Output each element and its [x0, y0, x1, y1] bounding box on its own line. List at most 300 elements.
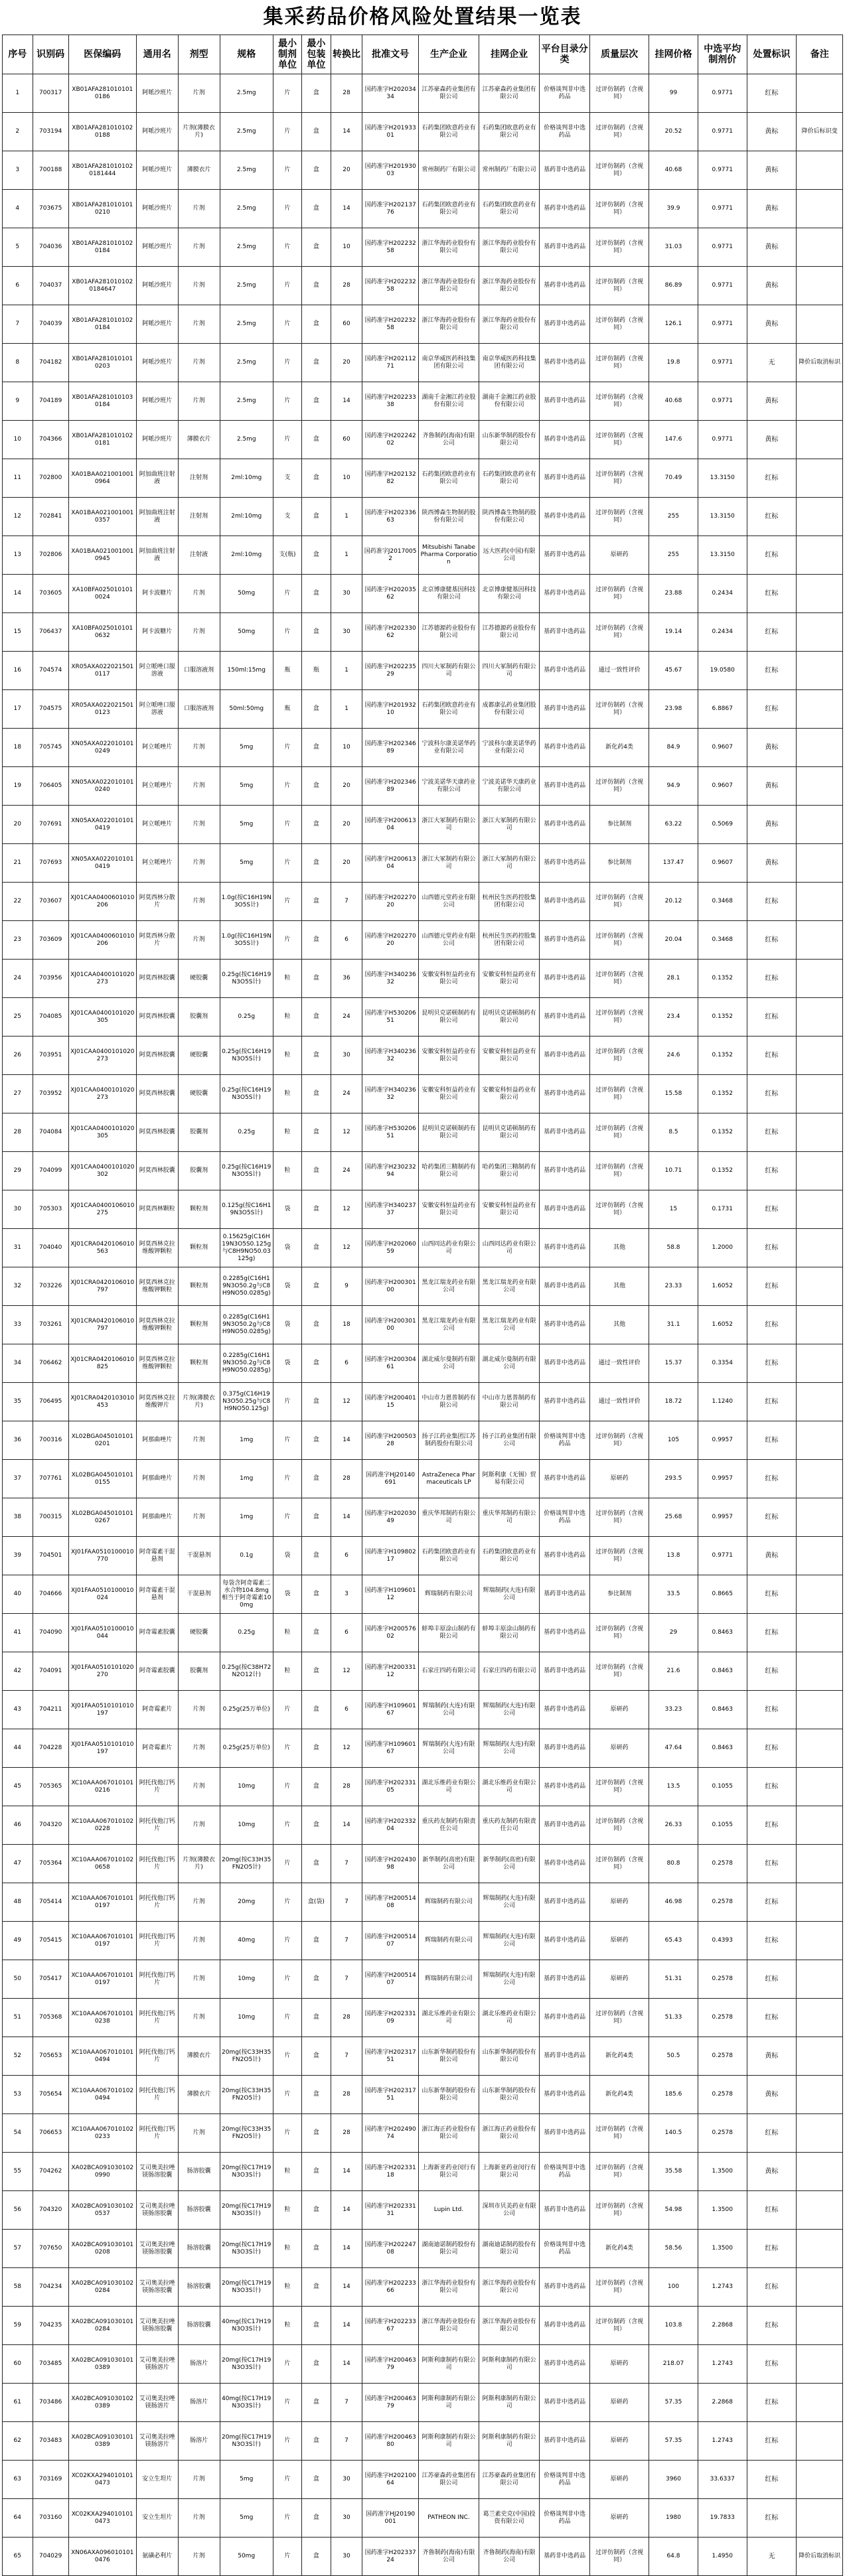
table-cell: 阿奇霉素片 — [136, 1691, 178, 1729]
table-row — [3, 1845, 843, 1883]
table-cell: 过评仿制药（含视同） — [590, 382, 649, 421]
table-cell: 35 — [3, 1383, 33, 1421]
table-cell: 60 — [331, 421, 362, 459]
table-cell: 北京博康健基因科技有限公司 — [479, 575, 540, 613]
table-cell: 13.3150 — [698, 498, 747, 536]
table-cell: 阿立哌唑片 — [136, 767, 178, 806]
column-header: 最小制剂单位 — [273, 35, 301, 74]
table-cell: 基药非中选药品 — [540, 883, 590, 921]
table-cell: 片剂 — [178, 729, 220, 767]
table-cell: 国药准字H20223366 — [362, 2268, 419, 2307]
table-cell — [797, 1460, 843, 1498]
table-cell: 2 — [3, 113, 33, 151]
table-cell: 片 — [273, 2499, 301, 2538]
table-cell: 1.6052 — [698, 1306, 747, 1344]
table-cell: 46.98 — [649, 1883, 698, 1922]
status-badge: 红标 — [747, 1113, 797, 1152]
table-cell: XJ01CRA0420106010797 — [68, 1267, 136, 1306]
table-cell: 14 — [331, 113, 362, 151]
table-cell: 过评仿制药（含视同） — [590, 1652, 649, 1691]
table-cell: 10mg — [220, 1806, 273, 1845]
table-cell: 山东新华制药股份有限公司 — [418, 2037, 479, 2076]
table-cell: 过评仿制药（含视同） — [590, 1614, 649, 1652]
table-cell: 基药非中选药品 — [540, 459, 590, 498]
table-cell: 国药准字H20030100 — [362, 1267, 419, 1306]
table-cell — [797, 2345, 843, 2384]
table-cell: 0.2285g(C16H19N3O50.2g与C8H9NO50.0285g) — [220, 1344, 273, 1383]
table-cell: 盒 — [302, 883, 331, 921]
table-cell: 704029 — [33, 2538, 68, 2576]
table-cell: 国药准字H20233724 — [362, 2538, 419, 2576]
table-cell: 过评仿制药（含视同） — [590, 1498, 649, 1537]
table-cell: 肠溶胶囊 — [178, 2230, 220, 2268]
table-cell: 700317 — [33, 74, 68, 113]
table-cell: XL02BGA0450101010201 — [68, 1421, 136, 1460]
table-cell: 707691 — [33, 806, 68, 844]
table-cell: 湖北威尔曼制药有限公司 — [479, 1344, 540, 1383]
table-cell: 阿托伐他汀钙片 — [136, 1768, 178, 1806]
table-cell: 国药准字H20057602 — [362, 1614, 419, 1652]
table-cell: 48 — [3, 1883, 33, 1922]
table-cell: 薄膜衣片 — [178, 421, 220, 459]
table-cell: 江苏德源药业股份有限公司 — [479, 613, 540, 652]
table-cell: 国药准字H20206059 — [362, 1229, 419, 1267]
table-cell: 新华制药(高密)有限公司 — [479, 1845, 540, 1883]
table-cell: 安徽安科恒益药业有限公司 — [418, 1037, 479, 1075]
table-cell: 51 — [3, 1999, 33, 2037]
table-cell: 盒 — [302, 729, 331, 767]
table-cell: 99 — [649, 74, 698, 113]
table-cell: 浙江华海药业股份有限公司 — [418, 2307, 479, 2345]
price-risk-table — [2, 35, 843, 2576]
table-cell: 过评仿制药（含视同） — [590, 998, 649, 1037]
table-cell: XC10AAA0670101010197 — [68, 1883, 136, 1922]
table-cell: 其他 — [590, 1229, 649, 1267]
table-cell: 39 — [3, 1537, 33, 1575]
table-cell — [797, 74, 843, 113]
table-cell: 60 — [331, 305, 362, 344]
table-cell: 硬胶囊 — [178, 1037, 220, 1075]
table-cell: 国药准字H20233131 — [362, 2191, 419, 2230]
table-row — [3, 844, 843, 883]
table-cell: 片 — [273, 1806, 301, 1845]
table-cell: XJ01CRA0420106010563 — [68, 1229, 136, 1267]
table-cell: 其他 — [590, 1306, 649, 1344]
table-cell: 片 — [273, 2037, 301, 2076]
table-row — [3, 998, 843, 1037]
table-cell: 18.72 — [649, 1383, 698, 1421]
table-cell: 山西德元堂药业有限公司 — [418, 883, 479, 921]
table-cell: 片 — [273, 1729, 301, 1768]
table-cell: 80.8 — [649, 1845, 698, 1883]
column-header: 最小包装单位 — [302, 35, 331, 74]
table-cell: 原研药 — [590, 1460, 649, 1498]
table-cell: 51.33 — [649, 1999, 698, 2037]
table-row — [3, 1113, 843, 1152]
table-cell: 盒 — [302, 2538, 331, 2576]
table-cell: 国药准字H10960112 — [362, 1575, 419, 1614]
table-cell: 盒 — [302, 1960, 331, 1999]
table-cell: 阿莫西林胶囊 — [136, 998, 178, 1037]
table-cell: 辉瑞制药(大连)有限公司 — [479, 1883, 540, 1922]
status-badge: 红标 — [747, 2499, 797, 2538]
table-cell: 基药非中选药品 — [540, 1075, 590, 1113]
table-cell: 国药准字H20193003 — [362, 151, 419, 190]
table-cell: 20 — [331, 344, 362, 382]
table-cell: 盒 — [302, 1575, 331, 1614]
table-row — [3, 305, 843, 344]
table-cell: 0.2434 — [698, 613, 747, 652]
table-cell: 过评仿制药（含视同） — [590, 1537, 649, 1575]
table-cell: XC10AAA0670101010197 — [68, 1960, 136, 1999]
table-cell: 707650 — [33, 2230, 68, 2268]
status-badge: 黄标 — [747, 729, 797, 767]
table-cell: 过评仿制药（含视同） — [590, 1768, 649, 1806]
table-cell: 阿哌沙班片 — [136, 228, 178, 267]
column-header: 规格 — [220, 35, 273, 74]
table-cell: 片剂 — [178, 613, 220, 652]
table-cell — [797, 806, 843, 844]
table-cell — [797, 767, 843, 806]
status-badge: 红标 — [747, 498, 797, 536]
table-cell: 胶囊剂 — [178, 998, 220, 1037]
table-cell: 84.9 — [649, 729, 698, 767]
table-row — [3, 2499, 843, 2538]
table-cell: 盒 — [302, 1729, 331, 1768]
table-cell: 国药准字H20227020 — [362, 883, 419, 921]
table-row — [3, 1229, 843, 1267]
table-cell: 南京华威医药科技集团有限公司 — [418, 344, 479, 382]
table-cell — [797, 883, 843, 921]
table-cell: 50.5 — [649, 2037, 698, 2076]
status-badge: 黄标 — [747, 151, 797, 190]
table-cell: 5mg — [220, 767, 273, 806]
table-cell: 重庆华邦制药有限公司 — [418, 1498, 479, 1537]
table-cell: 14 — [331, 2345, 362, 2384]
table-cell: 293.5 — [649, 1460, 698, 1498]
table-cell: 过评仿制药（含视同） — [590, 767, 649, 806]
table-cell: 片剂 — [178, 2499, 220, 2538]
table-cell: 国药准字H20233062 — [362, 613, 419, 652]
table-cell: 8 — [3, 344, 33, 382]
table-cell: 阿哌沙班片 — [136, 382, 178, 421]
table-cell: 45 — [3, 1768, 33, 1806]
table-cell: 盒 — [302, 1267, 331, 1306]
table-cell: 0.1055 — [698, 1768, 747, 1806]
table-cell: 原研药 — [590, 1883, 649, 1922]
table-cell: 基药非中选药品 — [540, 690, 590, 729]
table-cell: 湖南迪诺制药股份有限公司 — [479, 2230, 540, 2268]
table-cell: 新华制药(高密)有限公司 — [418, 1845, 479, 1883]
table-cell: 703485 — [33, 2345, 68, 2384]
table-cell: 原研药 — [590, 2384, 649, 2422]
table-cell: 基药非中选药品 — [540, 2422, 590, 2461]
table-cell: 片 — [273, 1922, 301, 1960]
table-cell: 2.2868 — [698, 2384, 747, 2422]
table-cell: 20 — [331, 844, 362, 883]
table-row — [3, 2037, 843, 2076]
table-cell: 1mg — [220, 1460, 273, 1498]
table-cell: 辉瑞制药(大连)有限公司 — [479, 1691, 540, 1729]
table-cell: 肠溶片 — [178, 2345, 220, 2384]
table-cell: 24 — [331, 1152, 362, 1190]
table-cell: 0.8463 — [698, 1652, 747, 1691]
table-cell: 辉瑞制药有限公司 — [418, 1960, 479, 1999]
table-body — [3, 74, 843, 2576]
table-cell: 基药非中选药品 — [540, 1537, 590, 1575]
table-cell: 阿奇霉素片 — [136, 1729, 178, 1768]
table-cell: 20mg(按C33H35FN2O5计) — [220, 2076, 273, 2114]
table-cell: 艾司奥美拉唑镁肠溶胶囊 — [136, 2153, 178, 2191]
table-cell: 28 — [331, 74, 362, 113]
table-cell: 基药非中选药品 — [540, 1383, 590, 1421]
table-cell: 27 — [3, 1075, 33, 1113]
table-cell: 704211 — [33, 1691, 68, 1729]
table-cell: 过评仿制药（含视同） — [590, 1845, 649, 1883]
table-cell: 瓶 — [302, 652, 331, 690]
table-cell: 浙江海正药业股份有限公司 — [418, 2114, 479, 2153]
table-cell: 片剂 — [178, 767, 220, 806]
table-cell: 20mg(按C17H19N3O3S计) — [220, 2268, 273, 2307]
table-cell: 0.2578 — [698, 1999, 747, 2037]
table-cell: 国药准字H20030100 — [362, 1306, 419, 1344]
table-cell: 片 — [273, 1383, 301, 1421]
table-cell: 盒 — [302, 536, 331, 575]
table-row — [3, 2153, 843, 2191]
table-cell: 0.9771 — [698, 228, 747, 267]
table-row — [3, 1768, 843, 1806]
table-cell: 片 — [273, 1768, 301, 1806]
table-cell: 704366 — [33, 421, 68, 459]
table-cell: 20mg(按C17H19N3O3S计) — [220, 2345, 273, 2384]
table-cell: 阿斯利康制药有限公司 — [418, 2384, 479, 2422]
table-cell — [797, 2153, 843, 2191]
table-cell: 阿那曲唑片 — [136, 1460, 178, 1498]
table-cell: 14 — [331, 2230, 362, 2268]
table-cell: 5mg — [220, 729, 273, 767]
table-cell: 葛兰素史克(中国)投资有限公司 — [479, 2499, 540, 2538]
table-cell: 基药非中选药品 — [540, 344, 590, 382]
table-cell: 7 — [331, 1922, 362, 1960]
table-cell: 国药准字H20233204 — [362, 1806, 419, 1845]
table-cell: 片 — [273, 1883, 301, 1922]
table-cell: 1.0g(按C16H19N3O5S计) — [220, 921, 273, 960]
table-cell: 辉瑞制药(大连)有限公司 — [479, 1729, 540, 1768]
status-badge: 黄标 — [747, 113, 797, 151]
table-row — [3, 2076, 843, 2114]
table-cell: 石药集团欧意药业有限公司 — [479, 190, 540, 228]
table-cell: 706405 — [33, 767, 68, 806]
table-cell: 重庆药友制药有限责任公司 — [479, 1806, 540, 1845]
table-cell: 肠溶片 — [178, 2422, 220, 2461]
table-cell: 7 — [331, 1845, 362, 1883]
table-cell: 阿托伐他汀钙片 — [136, 1883, 178, 1922]
table-cell: 国药准字H20233663 — [362, 498, 419, 536]
table-cell: 盒 — [302, 2461, 331, 2499]
table-cell: 12 — [331, 1229, 362, 1267]
column-header: 医保编码 — [68, 35, 136, 74]
table-cell: 19.8 — [649, 344, 698, 382]
table-cell: 63 — [3, 2461, 33, 2499]
table-cell: 江苏德源药业股份有限公司 — [418, 613, 479, 652]
table-cell: 705653 — [33, 2037, 68, 2076]
table-cell: 50 — [3, 1960, 33, 1999]
table-cell: 阿哌沙班片 — [136, 151, 178, 190]
table-cell: 片 — [273, 2538, 301, 2576]
table-cell: 19.7833 — [698, 2499, 747, 2538]
table-cell — [797, 1306, 843, 1344]
table-cell: 1.3500 — [698, 2153, 747, 2191]
table-cell: 参比制剂 — [590, 1575, 649, 1614]
table-cell: 石药集团欧意药业有限公司 — [418, 459, 479, 498]
column-header: 序号 — [3, 35, 33, 74]
table-cell — [797, 1883, 843, 1922]
table-cell: 注射剂 — [178, 459, 220, 498]
table-cell: 原研药 — [590, 1691, 649, 1729]
table-cell: 1.6052 — [698, 1267, 747, 1306]
table-cell: 1.2743 — [698, 2268, 747, 2307]
table-cell: 24.6 — [649, 1037, 698, 1075]
table-cell: 65.43 — [649, 1922, 698, 1960]
table-cell: 粒 — [273, 1152, 301, 1190]
table-cell: XJ01CAA0400101020273 — [68, 1075, 136, 1113]
table-cell: 干混悬剂 — [178, 1575, 220, 1614]
table-cell: 盒 — [302, 767, 331, 806]
table-cell: 粒 — [273, 2191, 301, 2230]
table-cell: 0.2578 — [698, 2037, 747, 2076]
table-cell: 基药非中选药品 — [540, 998, 590, 1037]
table-cell: 14 — [331, 190, 362, 228]
table-cell: 通过一致性评价 — [590, 1344, 649, 1383]
table-cell: 盒 — [302, 113, 331, 151]
table-cell: 国药准字H20193210 — [362, 690, 419, 729]
table-cell — [797, 575, 843, 613]
table-cell: 片剂 — [178, 575, 220, 613]
table-cell: 黑龙江瑞龙药业有限公司 — [479, 1306, 540, 1344]
table-row — [3, 767, 843, 806]
table-cell: 20mg(按C17H19N3O3S计) — [220, 2153, 273, 2191]
table-cell — [797, 844, 843, 883]
table-cell: 703675 — [33, 190, 68, 228]
table-cell: 3960 — [649, 2461, 698, 2499]
table-cell: 盒 — [302, 1344, 331, 1383]
table-cell: XB01AFA2810101020184647 — [68, 267, 136, 305]
table-cell: 过评仿制药（含视同） — [590, 1190, 649, 1229]
table-cell: 基药非中选药品 — [540, 2345, 590, 2384]
table-cell: 阿莫西林克拉维酸钾片 — [136, 1383, 178, 1421]
table-cell: 7 — [331, 2037, 362, 2076]
table-cell: 50mg — [220, 2538, 273, 2576]
table-cell: 64 — [3, 2499, 33, 2538]
status-badge: 黄标 — [747, 305, 797, 344]
table-cell: 国药准字H20030461 — [362, 1344, 419, 1383]
table-cell: 704084 — [33, 1113, 68, 1152]
table-cell: 基药非中选药品 — [540, 1113, 590, 1152]
table-cell: 703160 — [33, 2499, 68, 2538]
table-cell: 阿托伐他汀钙片 — [136, 1806, 178, 1845]
table-cell: 703486 — [33, 2384, 68, 2422]
table-cell: 昆明贝克诺顿制药有限公司 — [479, 1113, 540, 1152]
table-cell: 片剂 — [178, 1729, 220, 1768]
table-cell: 50mg — [220, 575, 273, 613]
table-cell: XB01AFA2810101020184 — [68, 305, 136, 344]
table-row — [3, 382, 843, 421]
table-cell: XL02BGA0450101010155 — [68, 1460, 136, 1498]
table-cell: 国药准字H20051407 — [362, 1922, 419, 1960]
table-cell: XC10AAA0670101010197 — [68, 1922, 136, 1960]
status-badge: 红标 — [747, 1691, 797, 1729]
table-cell: 粒 — [273, 2268, 301, 2307]
table-cell: XB01AFA2810101010203 — [68, 344, 136, 382]
table-cell: 0.1352 — [698, 998, 747, 1037]
table-cell: 28.1 — [649, 960, 698, 998]
table-cell: 粒 — [273, 998, 301, 1037]
table-cell: 0.9607 — [698, 729, 747, 767]
table-cell: XN05AXA0220101010240 — [68, 767, 136, 806]
table-cell: 阿斯利康制药有限公司 — [479, 2422, 540, 2461]
table-cell: 粒 — [273, 1075, 301, 1113]
table-cell: 0.4393 — [698, 1922, 747, 1960]
table-cell: XJ01FAA0510101010197 — [68, 1729, 136, 1768]
table-cell: 黑龙江瑞龙药业有限公司 — [418, 1306, 479, 1344]
table-cell: 58.8 — [649, 1229, 698, 1267]
table-cell: 氨磺必利片 — [136, 2538, 178, 2576]
table-cell: 7 — [331, 1883, 362, 1922]
table-cell: 10 — [331, 228, 362, 267]
table-cell: 65 — [3, 2538, 33, 2576]
table-cell: 盒 — [302, 2384, 331, 2422]
table-cell: 基药非中选药品 — [540, 421, 590, 459]
table-cell — [797, 382, 843, 421]
table-cell: 704040 — [33, 1229, 68, 1267]
table-cell: 28 — [331, 2076, 362, 2114]
table-row — [3, 1729, 843, 1768]
table-cell: 国药准字H20233109 — [362, 1999, 419, 2037]
table-cell: 阿立哌唑片 — [136, 806, 178, 844]
table-cell: 19.0580 — [698, 652, 747, 690]
table-cell: 片 — [273, 2384, 301, 2422]
table-cell: 盒 — [302, 1768, 331, 1806]
table-cell: 注射剂 — [178, 498, 220, 536]
table-cell: 10 — [331, 729, 362, 767]
status-badge: 红标 — [747, 1421, 797, 1460]
table-cell: 国药准字H20224708 — [362, 2230, 419, 2268]
table-cell: 阿斯利康制药有限公司 — [418, 2422, 479, 2461]
table-cell: 片剂 — [178, 806, 220, 844]
table-cell: 1.2000 — [698, 1229, 747, 1267]
table-cell: 19.14 — [649, 613, 698, 652]
table-cell: 基药非中选药品 — [540, 536, 590, 575]
table-cell: 袋 — [273, 1344, 301, 1383]
table-cell: 2.5mg — [220, 305, 273, 344]
table-cell: 0.8463 — [698, 1691, 747, 1729]
table-cell: 国药准字H20223529 — [362, 652, 419, 690]
table-cell: 盒 — [302, 1652, 331, 1691]
table-cell: 浙江华海药业股份有限公司 — [418, 2268, 479, 2307]
column-header: 处置标识 — [747, 35, 797, 74]
table-cell: 国药准字H20050328 — [362, 1421, 419, 1460]
table-cell: 阿奇霉素干混悬剂 — [136, 1575, 178, 1614]
table-cell: 片剂 — [178, 1806, 220, 1845]
table-cell: 52 — [3, 2037, 33, 2076]
table-cell: 原研药 — [590, 536, 649, 575]
table-cell: XA02BCA0910301010389 — [68, 2345, 136, 2384]
table-cell: 20 — [3, 806, 33, 844]
table-cell: 基药非中选药品 — [540, 1883, 590, 1922]
table-cell — [797, 2268, 843, 2307]
table-row — [3, 1691, 843, 1729]
table-cell: 袋 — [273, 1190, 301, 1229]
